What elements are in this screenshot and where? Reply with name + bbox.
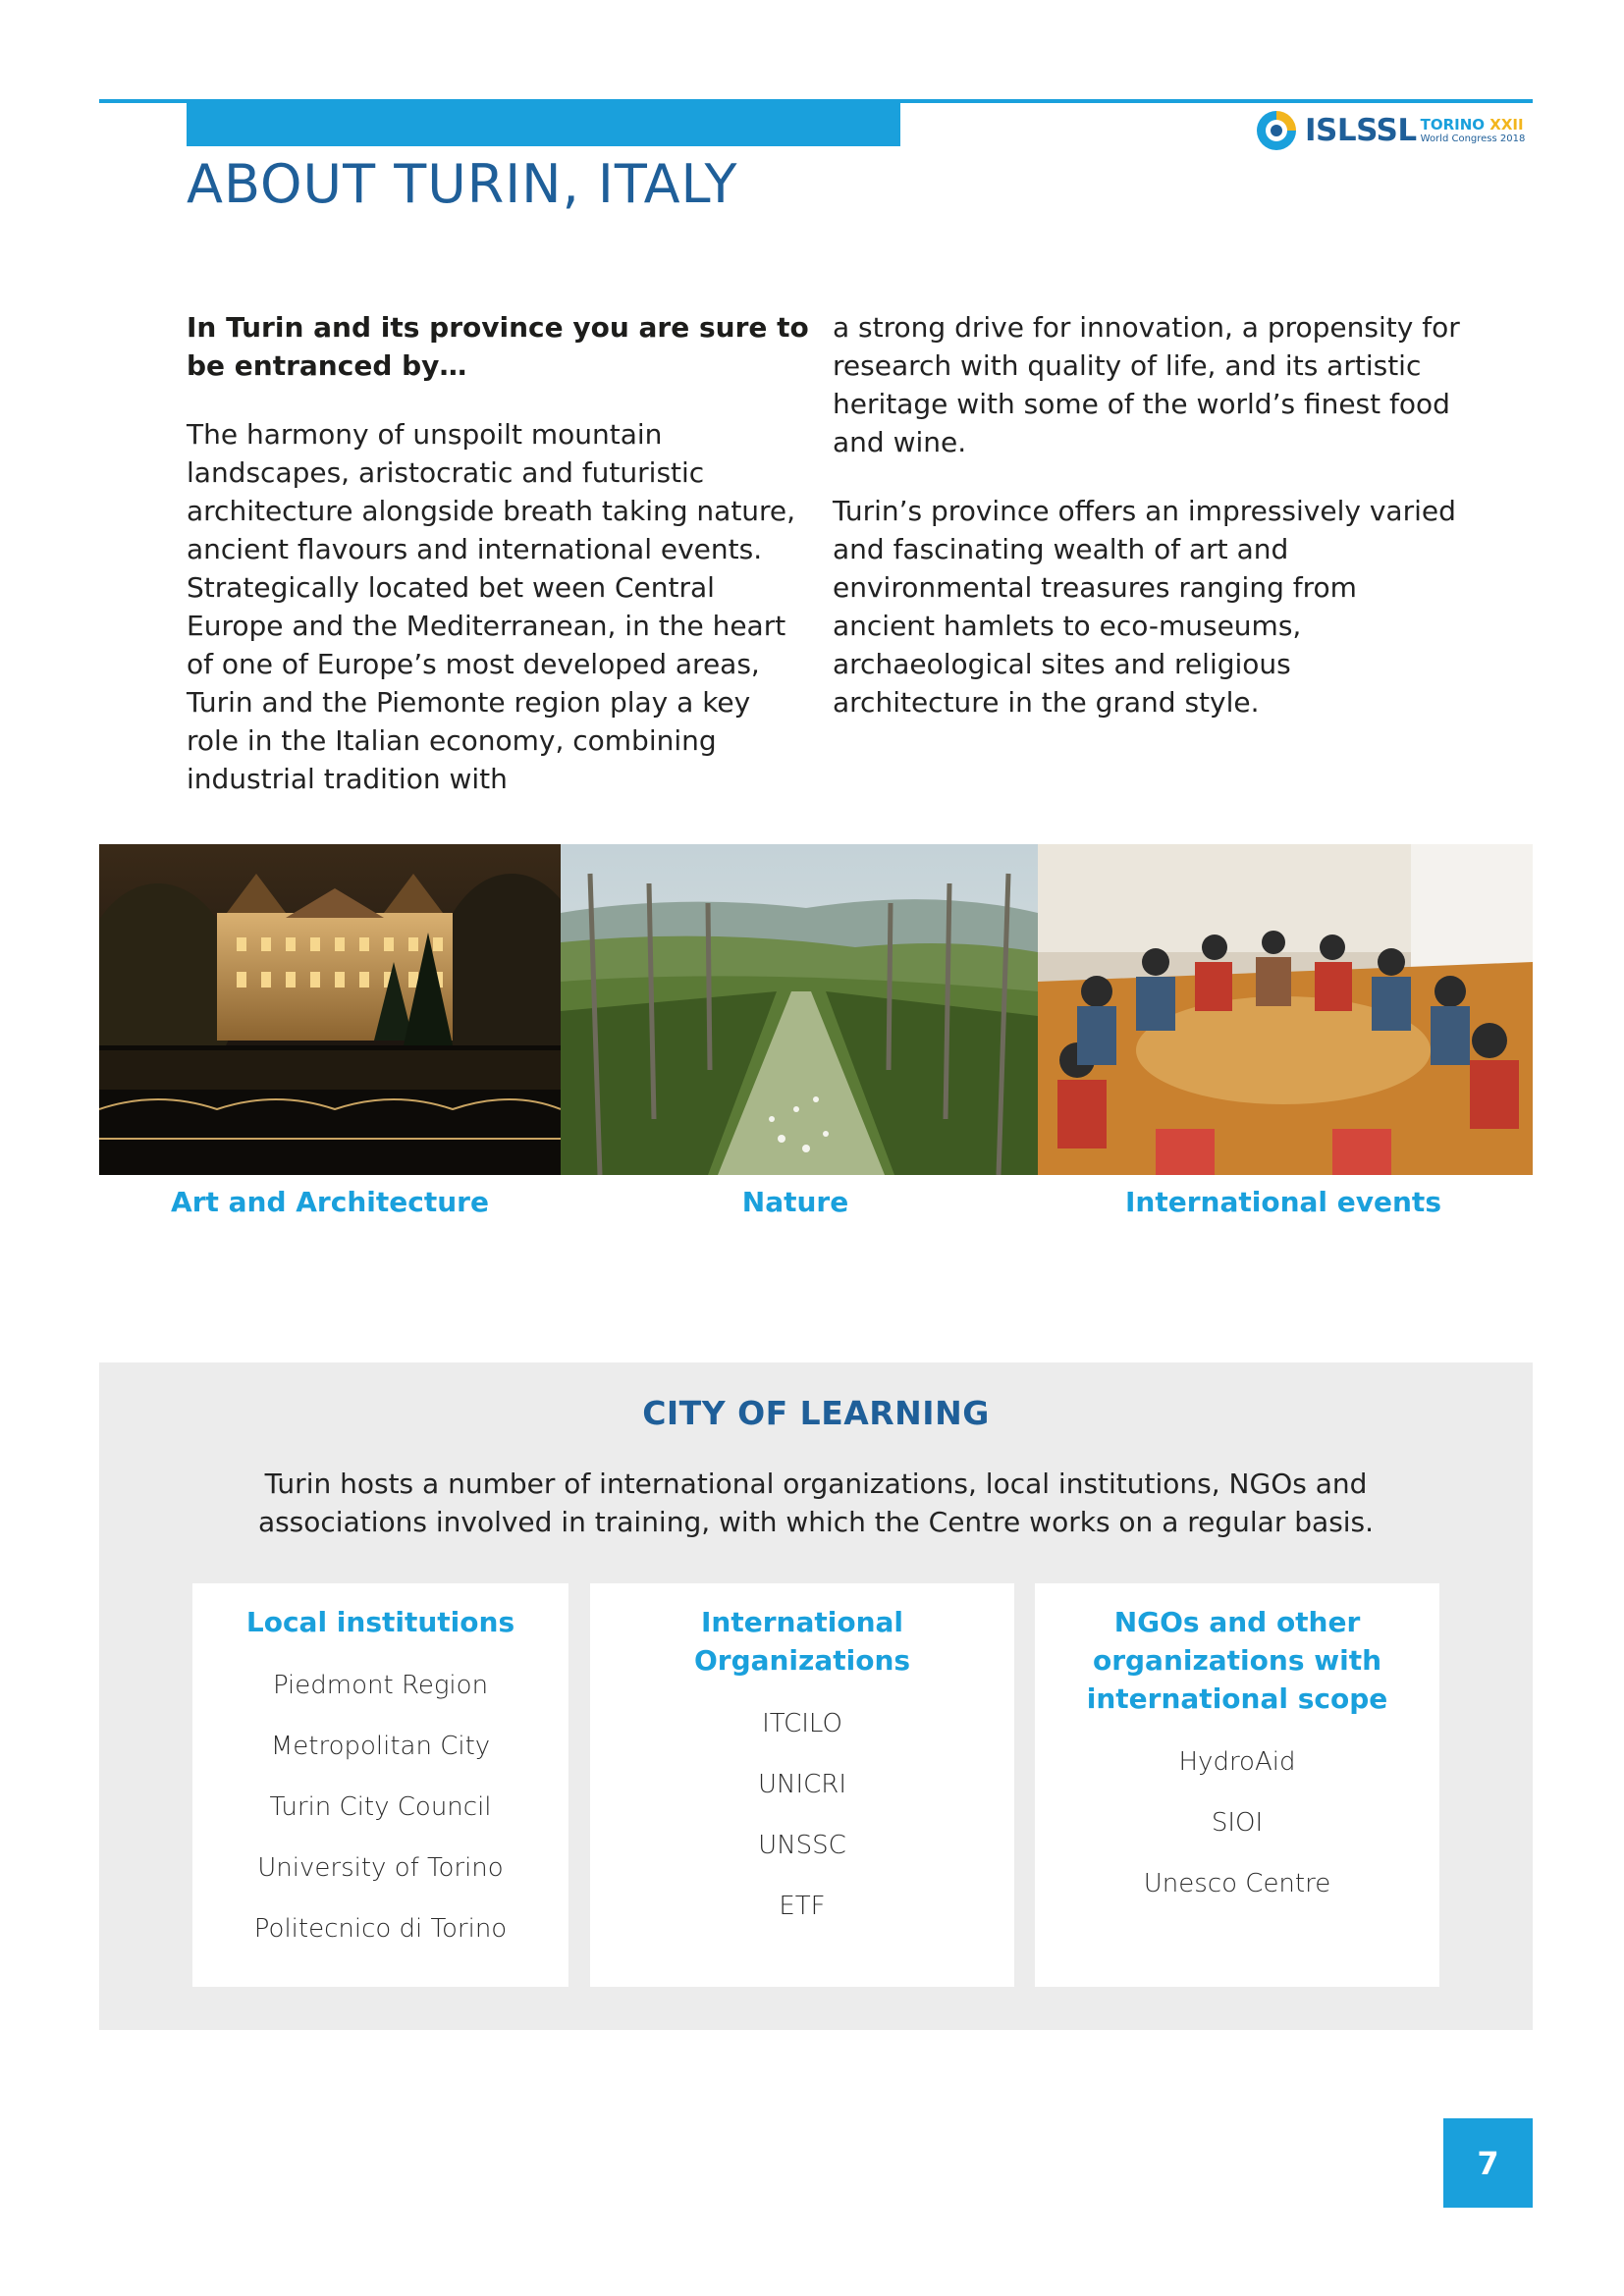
list-item: Metropolitan City xyxy=(270,1732,491,1761)
vineyard-photo xyxy=(561,844,1038,1175)
title-accent-bar xyxy=(187,99,900,146)
card-heading: NGOs and other organizations with international scope xyxy=(1086,1606,1388,1715)
logo-wordmark: ISLSSL xyxy=(1305,113,1417,148)
learning-title: CITY OF LEARNING xyxy=(642,1394,990,1432)
list-item: ETF xyxy=(779,1892,826,1921)
learning-intro: Turin hosts a number of international organizations, local institutions, NGOs and associations involved in training, with which the Centre works on a regular basis. xyxy=(257,1468,1375,1538)
card-list xyxy=(590,1693,1014,1937)
list-item: HydroAid xyxy=(1178,1747,1296,1777)
card-list xyxy=(1035,1732,1439,1914)
logo-torino-text: TORINO xyxy=(1420,115,1486,133)
castle-night-photo xyxy=(99,844,561,1175)
congress-logo xyxy=(1252,108,1525,153)
caption-art-architecture: Art and Architecture xyxy=(171,1186,489,1218)
meeting-circle-photo xyxy=(1038,844,1533,1175)
logo-congress-year: World Congress 2018 xyxy=(1420,133,1526,144)
list-item: Unesco Centre xyxy=(1143,1869,1331,1898)
intro-lead: In Turin and its province you are sure to be entranced by… xyxy=(187,311,809,382)
page-number: 7 xyxy=(1443,2118,1533,2208)
list-item: Turin City Council xyxy=(269,1792,492,1822)
card-heading: International Organizations xyxy=(693,1606,911,1677)
logo-numeral: XXII xyxy=(1489,115,1524,133)
list-item: SIOI xyxy=(1211,1808,1264,1838)
card-international-organizations xyxy=(590,1583,1014,1987)
caption-nature: Nature xyxy=(741,1186,849,1218)
logo-torino xyxy=(1420,115,1526,133)
caption-international-events: International events xyxy=(1125,1186,1441,1218)
list-item: ITCILO xyxy=(762,1709,842,1738)
intro-paragraph: Turin’s province offers an impressively varied and fascinating wealth of art and environmental treasures ranging from ancient hamlets to eco-museums, archaeological sites and religious architecture in the grand style. xyxy=(833,495,1456,719)
intro-paragraph: The harmony of unspoilt mountain landscapes, aristocratic and futuristic architecture alongside breath taking nature, ancient flavours and international events. Strategically located bet ween Central Europe and the Mediterranean, in the heart of one of Europe’s most developed areas, Turin and the Piemonte region play a key role in the Italian economy, combining industrial tradition with xyxy=(187,418,796,795)
intro-column-right xyxy=(833,308,1461,752)
logo-subtitle-block xyxy=(1420,115,1526,144)
list-item: UNICRI xyxy=(757,1770,847,1799)
list-item: University of Torino xyxy=(257,1853,504,1883)
islssl-logo-icon xyxy=(1252,108,1301,153)
list-item: UNSSC xyxy=(758,1831,846,1860)
photo-strip xyxy=(99,844,1533,1175)
intro-paragraph: a strong drive for innovation, a propensity for research with quality of life, and its artistic heritage with some of the world’s finest food and wine. xyxy=(833,311,1460,458)
page-title: ABOUT TURIN, ITALY xyxy=(187,153,738,215)
intro-column-left xyxy=(187,308,810,828)
card-ngos xyxy=(1035,1583,1439,1987)
card-local-institutions xyxy=(192,1583,568,1987)
card-heading: Local institutions xyxy=(245,1606,515,1638)
city-of-learning-panel xyxy=(99,1362,1533,2030)
list-item: Politecnico di Torino xyxy=(253,1914,508,1944)
list-item: Piedmont Region xyxy=(272,1671,489,1700)
card-list xyxy=(192,1655,568,1959)
